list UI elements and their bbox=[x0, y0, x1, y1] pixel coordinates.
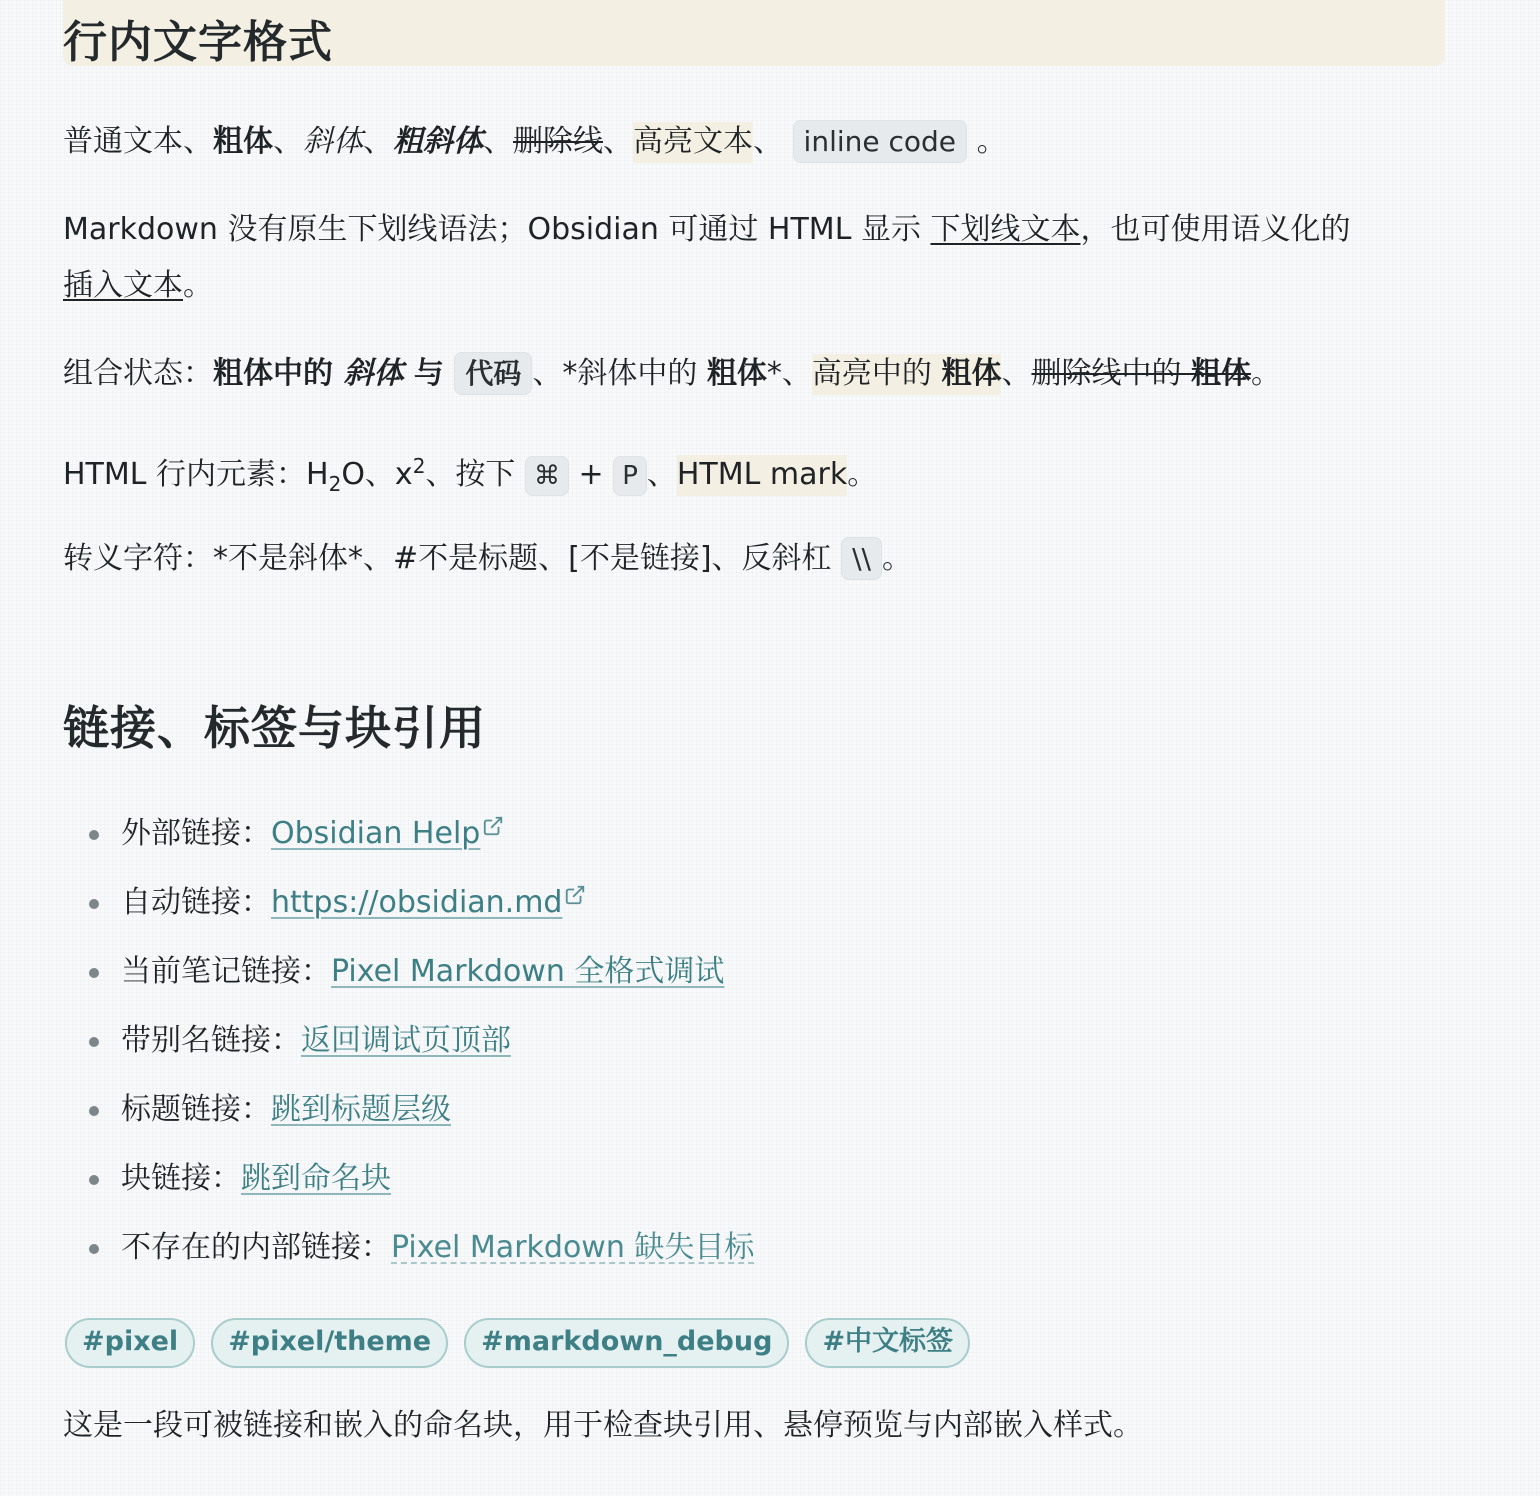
bullet-dot-icon bbox=[89, 1037, 99, 1047]
list-item-label: 不存在的内部链接： bbox=[121, 1230, 391, 1265]
bullet-dot-icon bbox=[89, 830, 99, 840]
tag-pixel-theme[interactable]: #pixel/theme bbox=[211, 1318, 448, 1368]
bullet-dot-icon bbox=[89, 968, 99, 978]
list-item-label: 自动链接： bbox=[121, 885, 271, 920]
paragraph-combined-states bbox=[63, 346, 1281, 402]
period: 。 bbox=[847, 457, 878, 492]
tag-row bbox=[65, 1318, 970, 1368]
list-item-label: 带别名链接： bbox=[121, 1023, 301, 1058]
underline-mid: ，也可使用语义化的 bbox=[1080, 212, 1351, 247]
list-item bbox=[63, 875, 754, 944]
bullet-dot-icon bbox=[89, 1244, 99, 1254]
paragraph-escapes bbox=[63, 531, 912, 587]
paragraph-html-inline bbox=[63, 438, 877, 512]
heading-inline-formats: 行内文字格式 bbox=[63, 17, 333, 68]
bold-segment: 粗体中的 bbox=[213, 356, 344, 391]
underline-text: 下划线文本 bbox=[930, 212, 1081, 247]
highlight-segment bbox=[812, 354, 1002, 395]
bold-italic-segment: 斜体 bbox=[343, 356, 404, 391]
tag-markdown-debug[interactable]: #markdown_debug bbox=[464, 1318, 789, 1368]
superscript: 2 bbox=[412, 454, 426, 478]
period: 。 bbox=[1251, 356, 1281, 391]
bold-text: 粗体 bbox=[213, 124, 273, 159]
highlight-text: 高亮中的 bbox=[811, 356, 942, 391]
subscript: 2 bbox=[328, 472, 342, 496]
list-item-label: 外部链接： bbox=[121, 816, 271, 851]
separator: 、 bbox=[183, 124, 213, 159]
list-item bbox=[63, 1220, 754, 1289]
plus: + bbox=[568, 457, 614, 492]
html-text: O、x bbox=[341, 457, 413, 492]
html-lead: HTML 行内元素：H bbox=[63, 457, 329, 492]
strike-text: 删除线中的 bbox=[1031, 356, 1191, 391]
external-link-obsidian-help[interactable]: Obsidian Help bbox=[271, 816, 481, 851]
heading-links-tags: 链接、标签与块引用 bbox=[63, 701, 486, 755]
strike-bold: 粗体 bbox=[1191, 356, 1251, 391]
bold-segment: 与 bbox=[403, 356, 455, 391]
combined-lead: 组合状态： bbox=[63, 356, 213, 391]
inline-code: inline code bbox=[793, 120, 967, 163]
period: 。 bbox=[183, 268, 213, 303]
list-item-label: 块链接： bbox=[121, 1161, 241, 1196]
separator: 、 bbox=[483, 124, 513, 159]
separator: 、 bbox=[603, 124, 633, 159]
separator: 、 bbox=[1001, 356, 1032, 391]
italic-literal-segment: *斜体中的 bbox=[562, 356, 707, 391]
internal-link-current-note[interactable]: Pixel Markdown 全格式调试 bbox=[331, 954, 725, 989]
list-item bbox=[63, 1082, 754, 1151]
kbd-p: P bbox=[613, 456, 647, 496]
paragraph-underline-line2 bbox=[63, 258, 213, 314]
separator: 、 bbox=[363, 124, 393, 159]
separator: 、 bbox=[753, 124, 783, 159]
auto-link-obsidian[interactable]: https://obsidian.md bbox=[271, 885, 563, 920]
paragraph-basic-formats bbox=[63, 114, 1007, 170]
tag-chinese[interactable]: #中文标签 bbox=[805, 1318, 970, 1368]
period: 。 bbox=[976, 124, 1007, 159]
alias-link-top[interactable]: 返回调试页顶部 bbox=[301, 1023, 511, 1058]
external-link-icon[interactable] bbox=[482, 815, 504, 837]
named-block-paragraph: 这是一段可被链接和嵌入的命名块，用于检查块引用、悬停预览与内部嵌入样式。 bbox=[63, 1408, 1143, 1443]
bullet-dot-icon bbox=[89, 899, 99, 909]
underline-lead: Markdown 没有原生下划线语法；Obsidian 可通过 HTML 显示 bbox=[63, 212, 931, 247]
bold-italic-text: 粗斜体 bbox=[393, 124, 483, 159]
separator: 、 bbox=[273, 124, 303, 159]
missing-internal-link[interactable]: Pixel Markdown 缺失目标 bbox=[391, 1230, 755, 1265]
highlight-bold: 粗体 bbox=[941, 356, 1002, 391]
links-list bbox=[63, 806, 754, 1289]
paragraph-underline-line1 bbox=[63, 202, 1350, 258]
italic-text: 斜体 bbox=[303, 124, 363, 159]
block-link[interactable]: 跳到命名块 bbox=[241, 1161, 391, 1196]
list-item bbox=[63, 806, 754, 875]
plain-text: 普通文本 bbox=[63, 124, 183, 159]
highlight-text: 高亮文本 bbox=[633, 122, 753, 163]
strike-segment bbox=[1031, 356, 1251, 391]
escape-text: 转义字符：*不是斜体*、#不是标题、[不是链接]、反斜杠 bbox=[63, 541, 842, 576]
bullet-dot-icon bbox=[89, 1175, 99, 1185]
heading-link[interactable]: 跳到标题层级 bbox=[271, 1092, 451, 1127]
list-item bbox=[63, 944, 754, 1013]
separator: 、 bbox=[646, 457, 677, 492]
separator: 、 bbox=[781, 356, 812, 391]
external-link-icon[interactable] bbox=[564, 884, 586, 906]
backslash-code: \\ bbox=[841, 537, 882, 580]
list-item-label: 当前笔记链接： bbox=[121, 954, 331, 989]
asterisk: * bbox=[766, 356, 782, 391]
strikethrough-text: 删除线 bbox=[513, 124, 603, 159]
heading-band bbox=[63, 0, 1445, 66]
list-item bbox=[63, 1013, 754, 1082]
mark-text: HTML mark bbox=[677, 455, 847, 496]
bullet-dot-icon bbox=[89, 1106, 99, 1116]
separator: 、 bbox=[532, 356, 563, 391]
html-text: 、按下 bbox=[425, 457, 525, 492]
bold-code: 代码 bbox=[454, 352, 532, 395]
list-item-label: 标题链接： bbox=[121, 1092, 271, 1127]
tag-pixel[interactable]: #pixel bbox=[65, 1318, 195, 1368]
kbd-command: ⌘ bbox=[525, 456, 569, 496]
insert-text: 插入文本 bbox=[63, 268, 183, 303]
note-content bbox=[63, 0, 1445, 1443]
list-item bbox=[63, 1151, 754, 1220]
period: 。 bbox=[881, 541, 912, 576]
bold-segment: 粗体 bbox=[706, 356, 767, 391]
